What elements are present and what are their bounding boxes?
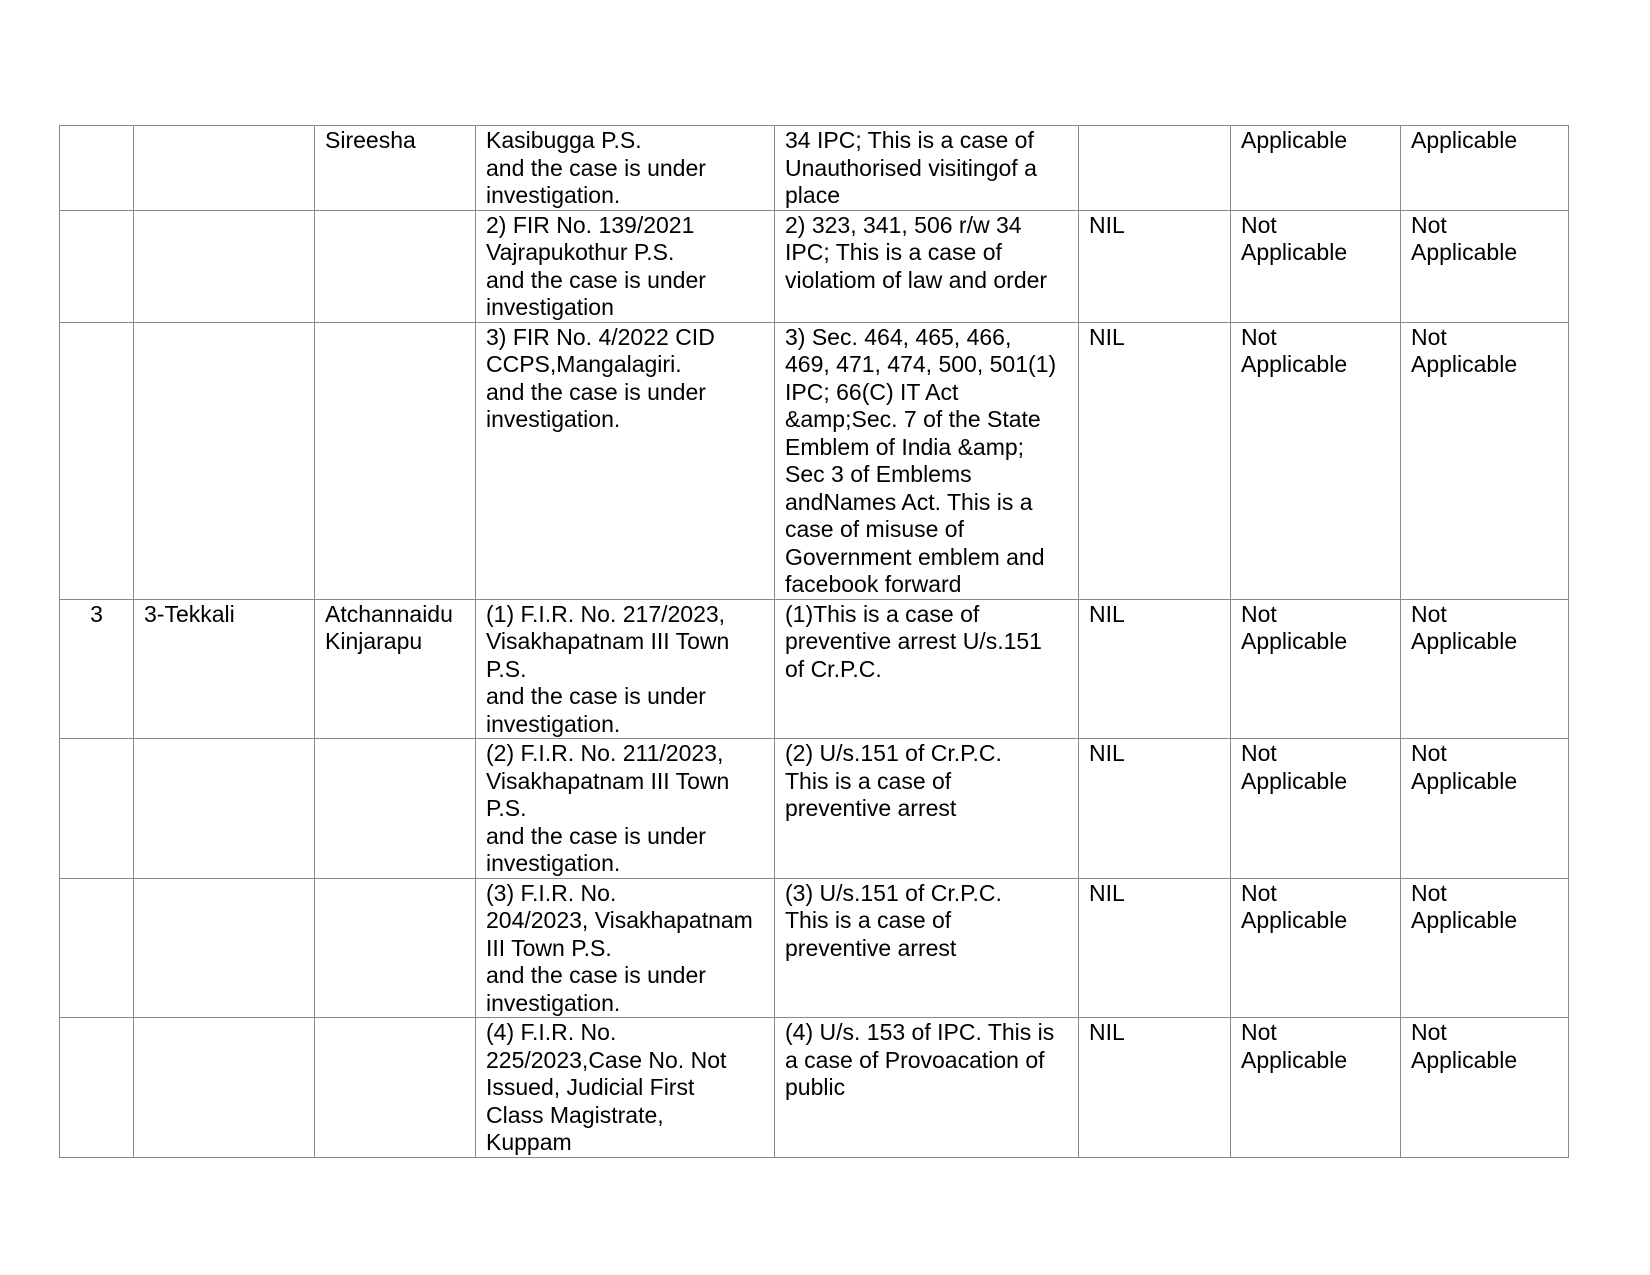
sections-description-cell: (1)This is a case of preventive arrest U/s.151 of Cr.P.C. (775, 599, 1079, 739)
applicability-cell: Not Applicable (1231, 210, 1401, 322)
candidate-cell (315, 1018, 476, 1158)
candidate-cell: Sireesha (315, 126, 476, 211)
conviction-cell: NIL (1079, 878, 1231, 1018)
candidate-cell (315, 210, 476, 322)
criminal-cases-table (59, 125, 1569, 1158)
sections-description-cell: 2) 323, 341, 506 r/w 34 IPC; This is a case of violatiom of law and order (775, 210, 1079, 322)
conviction-cell: NIL (1079, 322, 1231, 599)
sl-no-cell (60, 210, 134, 322)
table-row (60, 599, 1569, 739)
constituency-cell (134, 210, 315, 322)
constituency-cell (134, 878, 315, 1018)
conviction-cell (1079, 126, 1231, 211)
constituency-cell (134, 322, 315, 599)
applicability-cell: Not Applicable (1231, 322, 1401, 599)
applicability-cell: Not Applicable (1401, 878, 1569, 1018)
fir-details-cell: (4) F.I.R. No. 225/2023,Case No. Not Issued, Judicial First Class Magistrate, Kuppam (476, 1018, 775, 1158)
sl-no-cell (60, 878, 134, 1018)
candidate-cell (315, 878, 476, 1018)
fir-details-cell: (3) F.I.R. No. 204/2023, Visakhapatnam III Town P.S. and the case is under investigation. (476, 878, 775, 1018)
candidate-cell (315, 739, 476, 879)
applicability-cell: Not Applicable (1231, 599, 1401, 739)
applicability-cell: Applicable (1231, 126, 1401, 211)
conviction-cell: NIL (1079, 210, 1231, 322)
sections-description-cell: (3) U/s.151 of Cr.P.C. This is a case of preventive arrest (775, 878, 1079, 1018)
conviction-cell: NIL (1079, 1018, 1231, 1158)
constituency-cell (134, 126, 315, 211)
fir-details-cell: 2) FIR No. 139/2021 Vajrapukothur P.S. and the case is under investigation (476, 210, 775, 322)
constituency-cell (134, 1018, 315, 1158)
fir-details-cell: 3) FIR No. 4/2022 CID CCPS,Mangalagiri. and the case is under investigation. (476, 322, 775, 599)
table-row (60, 210, 1569, 322)
constituency-cell (134, 739, 315, 879)
sl-no-cell (60, 739, 134, 879)
conviction-cell: NIL (1079, 739, 1231, 879)
sl-no-cell (60, 126, 134, 211)
fir-details-cell: (1) F.I.R. No. 217/2023, Visakhapatnam III Town P.S. and the case is under investigation. (476, 599, 775, 739)
sl-no-cell (60, 1018, 134, 1158)
candidate-cell (315, 322, 476, 599)
table-row (60, 878, 1569, 1018)
applicability-cell: Not Applicable (1401, 210, 1569, 322)
applicability-cell: Not Applicable (1231, 878, 1401, 1018)
applicability-cell: Not Applicable (1401, 599, 1569, 739)
sections-description-cell: 34 IPC; This is a case of Unauthorised visitingof a place (775, 126, 1079, 211)
sections-description-cell: 3) Sec. 464, 465, 466, 469, 471, 474, 500, 501(1) IPC; 66(C) IT Act &amp;Sec. 7 of the State Emblem of India &amp; Sec 3 of Emblems andNames Act. This is a case of misuse of Government emblem and facebook forward (775, 322, 1079, 599)
applicability-cell: Not Applicable (1231, 739, 1401, 879)
applicability-cell: Not Applicable (1401, 1018, 1569, 1158)
conviction-cell: NIL (1079, 599, 1231, 739)
table-row (60, 739, 1569, 879)
sl-no-cell: 3 (60, 599, 134, 739)
sections-description-cell: (4) U/s. 153 of IPC. This is a case of Provoacation of public (775, 1018, 1079, 1158)
applicability-cell: Applicable (1401, 126, 1569, 211)
constituency-cell: 3-Tekkali (134, 599, 315, 739)
table-row (60, 126, 1569, 211)
table-row (60, 1018, 1569, 1158)
fir-details-cell: (2) F.I.R. No. 211/2023, Visakhapatnam III Town P.S. and the case is under investigation. (476, 739, 775, 879)
sections-description-cell: (2) U/s.151 of Cr.P.C. This is a case of preventive arrest (775, 739, 1079, 879)
candidate-cell: Atchannaidu Kinjarapu (315, 599, 476, 739)
applicability-cell: Not Applicable (1401, 322, 1569, 599)
table-row (60, 322, 1569, 599)
applicability-cell: Not Applicable (1231, 1018, 1401, 1158)
fir-details-cell: Kasibugga P.S. and the case is under investigation. (476, 126, 775, 211)
sl-no-cell (60, 322, 134, 599)
applicability-cell: Not Applicable (1401, 739, 1569, 879)
